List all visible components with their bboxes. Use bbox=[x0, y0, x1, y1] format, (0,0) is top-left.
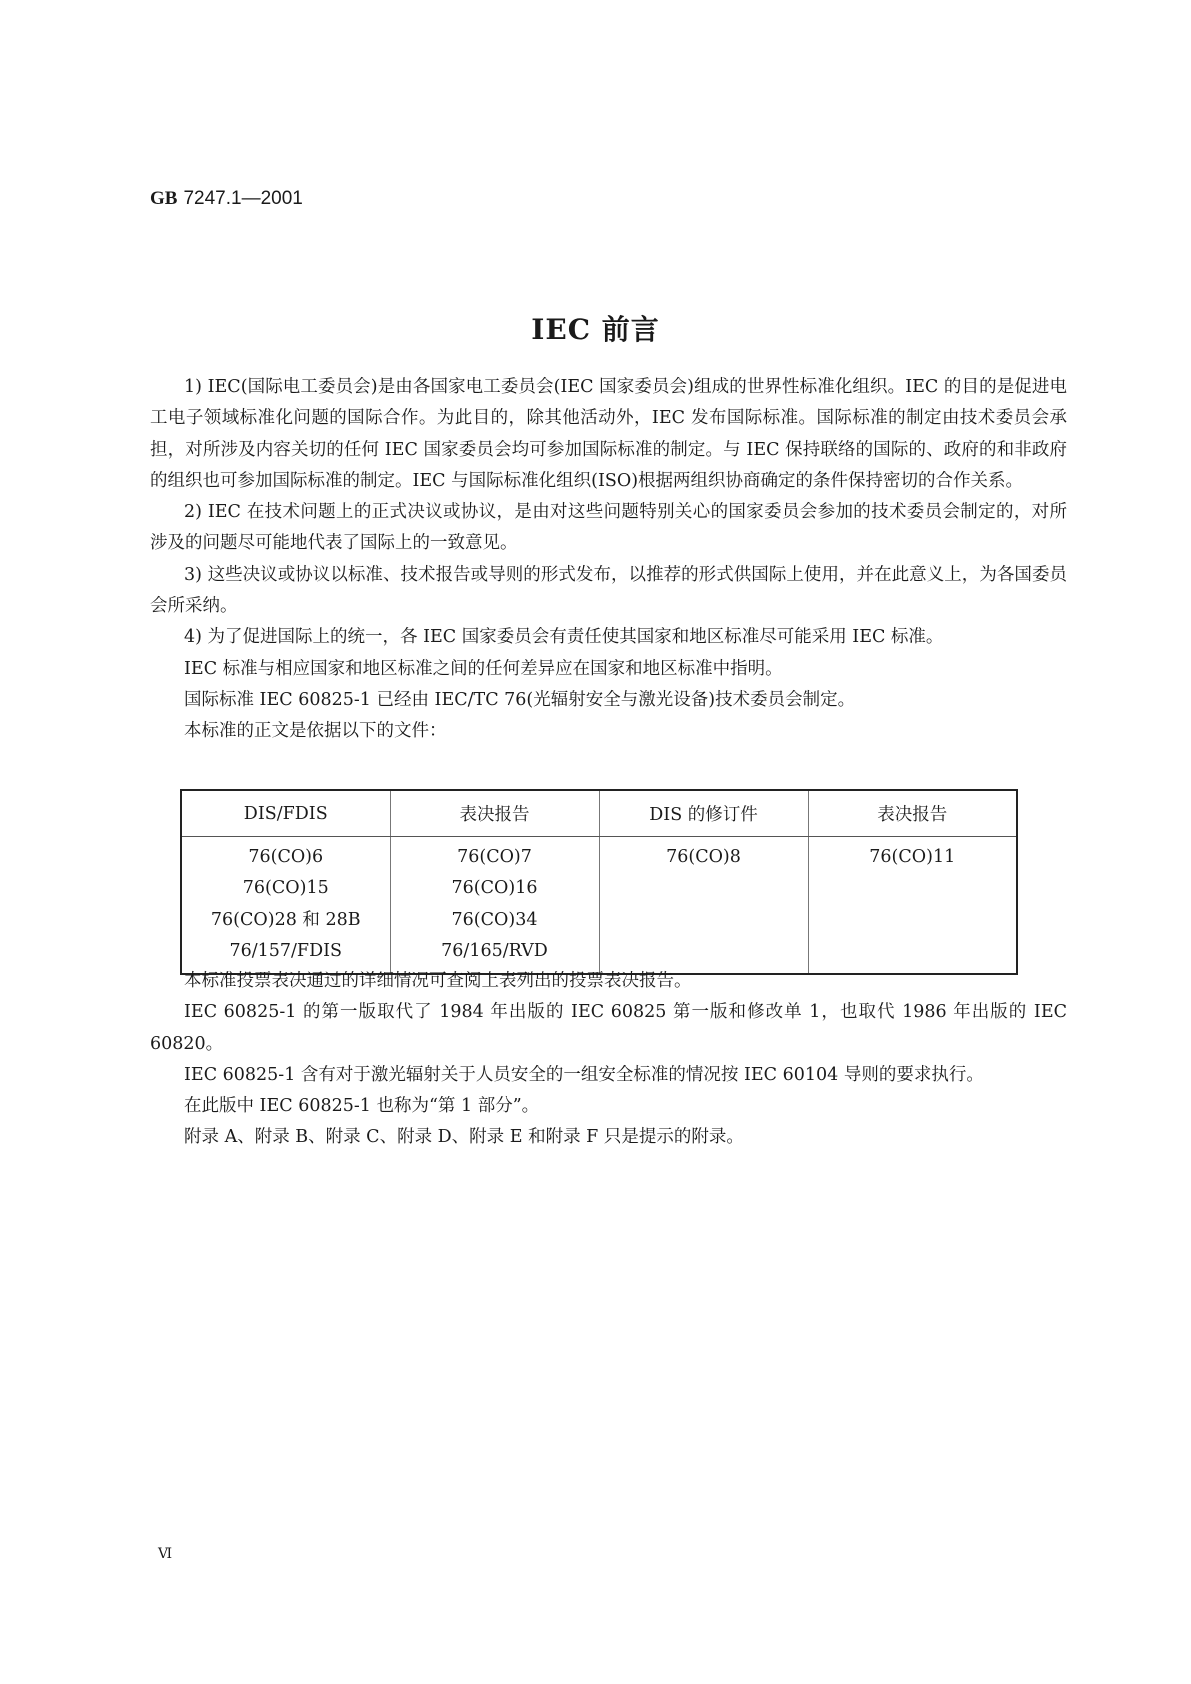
source-documents-table bbox=[180, 789, 1018, 975]
table-cell-voting-report-2 bbox=[808, 837, 1017, 975]
table-row bbox=[181, 837, 1017, 975]
table-cell-dis-fdis bbox=[181, 837, 390, 975]
foreword-body-after-table bbox=[150, 966, 1067, 1154]
table-header-cell: 表决报告 bbox=[390, 790, 599, 837]
table-header-row bbox=[181, 790, 1017, 837]
standard-number bbox=[150, 188, 303, 210]
cell-value: 76(CO)34 bbox=[451, 909, 538, 930]
foreword-body bbox=[150, 372, 1067, 748]
paragraph-tc-info: 国际标准 IEC 60825-1 已经由 IEC/TC 76(光辐射安全与激光设备)技术委员会制定。 bbox=[184, 689, 856, 710]
table-header-cell: DIS/FDIS bbox=[181, 790, 390, 837]
table-header-cell: 表决报告 bbox=[808, 790, 1017, 837]
paragraph-safety-guide: IEC 60825-1 含有对于激光辐射关于人员安全的一组安全标准的情况按 IEC 60104 导则的要求执行。 bbox=[184, 1064, 984, 1085]
paragraph-voting-details: 本标准投票表决通过的详细情况可查阅上表列出的投票表决报告。 bbox=[184, 971, 692, 991]
paragraph-3: 3) 这些决议或协议以标准、技术报告或导则的形式发布，以推荐的形式供国际上使用，并在此意义上，为各国委员会所采纳。 bbox=[150, 564, 1067, 617]
page-title: IEC 前言 bbox=[531, 313, 660, 346]
cell-value: 76(CO)28 和 28B bbox=[210, 909, 361, 930]
paragraph-4: 4) 为了促进国际上的统一，各 IEC 国家委员会有责任使其国家和地区标准尽可能采用 IEC 标准。 bbox=[184, 627, 944, 648]
cell-value: 76/165/RVD bbox=[441, 940, 548, 961]
paragraph-part-1: 在此版中 IEC 60825-1 也称为“第 1 部分”。 bbox=[184, 1096, 540, 1117]
paragraph-1: 1) IEC(国际电工委员会)是由各国家电工委员会(IEC 国家委员会)组成的世界性标准化组织。IEC 的目的是促进电工电子领域标准化问题的国际合作。为此目的，除其他活动外，IEC 发布国际标准。国际标准的制定由技术委员会承担，对所涉及内容关切的任何 IEC 国家委员会均可参加国际标准的制定。与 IEC 保持联络的国际的、政府的和非政府的组织也可参加国际标准的制定。IEC 与国际标准化组织(ISO)根据两组织协商确定的条件保持密切的合作关系。 bbox=[150, 377, 1067, 491]
standard-code: 7247.1—2001 bbox=[183, 188, 303, 209]
cell-value: 76/157/FDIS bbox=[229, 940, 343, 961]
paragraph-edition: IEC 60825-1 的第一版取代了 1984 年出版的 IEC 60825 第一版和修改单 1，也取代 1986 年出版的 IEC 60820。 bbox=[150, 1002, 1067, 1054]
cell-value: 76(CO)15 bbox=[242, 878, 329, 899]
page-number: Ⅵ bbox=[158, 1546, 173, 1562]
cell-value: 76(CO)8 bbox=[666, 847, 741, 867]
table-header-cell: DIS 的修订件 bbox=[599, 790, 808, 837]
cell-value: 76(CO)11 bbox=[869, 847, 956, 867]
cell-value: 76(CO)16 bbox=[451, 878, 538, 899]
standard-prefix: GB bbox=[150, 188, 178, 209]
paragraph-annexes: 附录 A、附录 B、附录 C、附录 D、附录 E 和附录 F 只是提示的附录。 bbox=[184, 1127, 744, 1148]
paragraph-4-cont: IEC 标准与相应国家和地区标准之间的任何差异应在国家和地区标准中指明。 bbox=[184, 658, 783, 679]
cell-value: 76(CO)7 bbox=[457, 847, 532, 867]
cell-value: 76(CO)6 bbox=[248, 847, 324, 867]
table-cell-dis-amendment bbox=[599, 837, 808, 975]
table-cell-voting-report bbox=[390, 837, 599, 975]
paragraph-table-intro: 本标准的正文是依据以下的文件： bbox=[184, 721, 447, 742]
paragraph-2: 2) IEC 在技术问题上的正式决议或协议，是由对这些问题特别关心的国家委员会参加的技术委员会制定的，对所涉及的问题尽可能地代表了国际上的一致意见。 bbox=[150, 502, 1067, 554]
